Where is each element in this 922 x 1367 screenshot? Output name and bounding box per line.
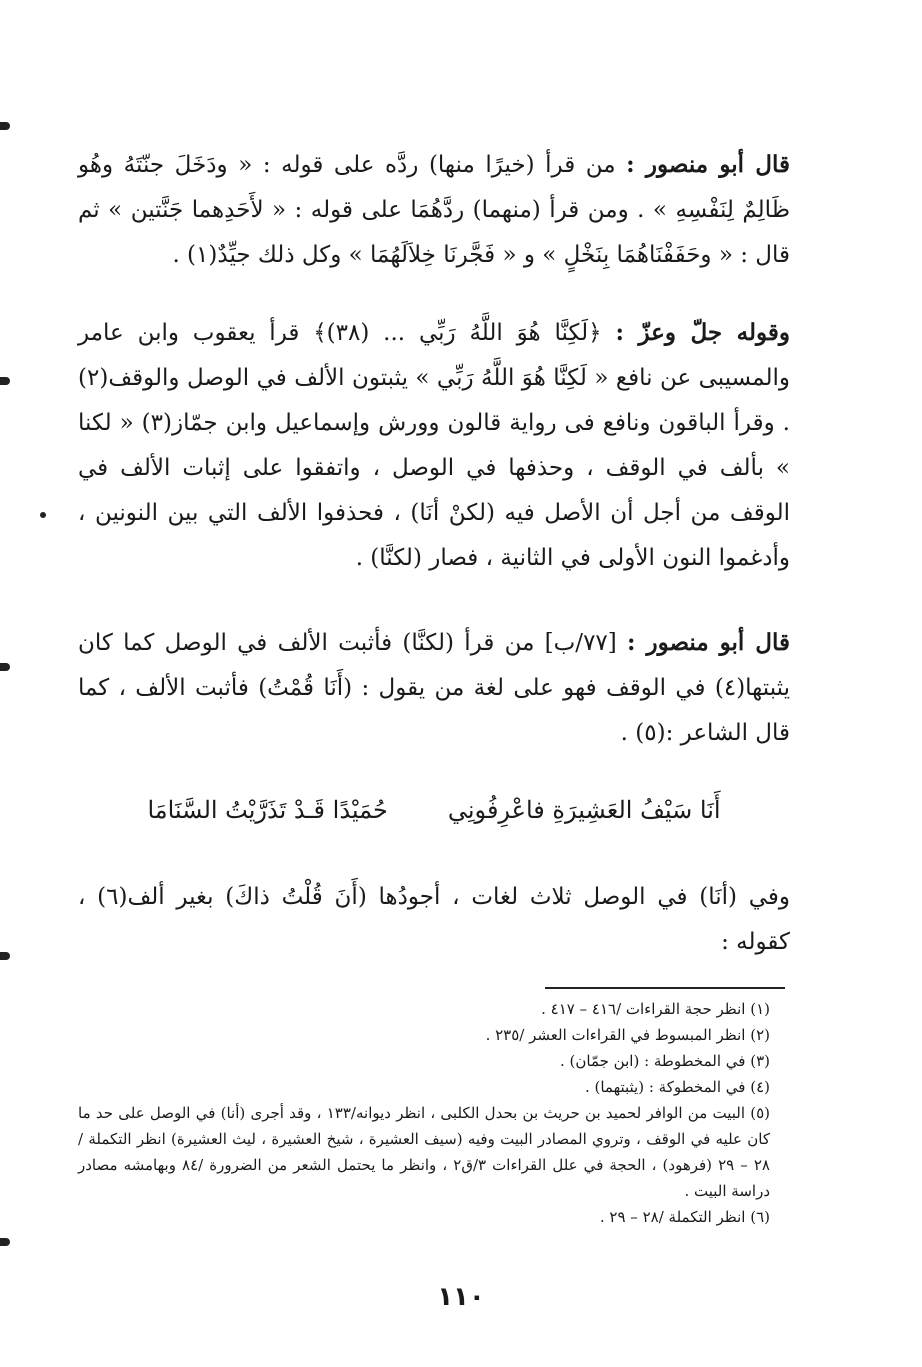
paragraph-1-body: من قرأ (خيرًا منها) ردَّه على قوله : « ودَخَلَ جنّتَهُ وهُو ظَالِمٌ لِنَفْسِهِ » . ومن قرأ (منهما) ردَّهُمَا على قوله : « لأَحَدِهما جَنَّتين » ثم قال : « وحَفَفْنَاهُمَا بِنَخْلٍ » و « فَجَّرنَا خِلاَلَهُمَا » وكل ذلك جيِّدٌ(١) . (78, 152, 790, 268)
paragraph-4-text: وفي (أنَا) في الوصل ثلاث لغات ، أجودُها (أَنَ قُلْتُ ذاكَ) بغير ألف(٦) ، كقوله : (78, 884, 790, 955)
footnote-4: (٤) في المخطوكة : (يثبتهما) . (584, 1078, 770, 1096)
scan-speck (40, 512, 46, 518)
paragraph-3 (78, 620, 790, 756)
verse-hemistich-1: أَنَا سَيْفُ العَشِيرَةِ فاعْرِفُونِي (447, 796, 721, 824)
scan-edge-mark (0, 377, 10, 385)
footnote-6: (٦) انظر التكملة /٢٨ – ٢٩ . (599, 1208, 770, 1226)
paragraph-3-speaker: قال أبو منصور : (627, 629, 790, 656)
paragraph-3-text (78, 620, 790, 756)
footnote-divider (545, 987, 785, 989)
footnotes (78, 996, 790, 1230)
scan-edge-mark (0, 122, 10, 130)
poetry-verse (78, 790, 790, 830)
paragraph-2-body: ﴿لَكِنَّا هُوَ اللَّهُ رَبِّي ... (٣٨)﴾ قرأ يعقوب وابن عامر والمسيبى عن نافع « لَكِنَّا هُوَ اللَّهُ رَبِّي » يثبتون الألف في الوصل والوقف(٢) . وقرأ الباقون ونافع فى رواية قالون وورش وإسماعيل وابن جمّاز(٣) « لكنا » بألف في الوقف ، وحذفها في الوصل ، واتفقوا على إثبات الألف في الوقف من أجل أن الأصل فيه (لكنْ أنَا) ، فحذفوا الألف التي بين النونين ، وأدغموا النون الأولى في الثانية ، فصار (لكنَّا) . (78, 320, 790, 571)
paragraph-1 (78, 142, 790, 278)
paragraph-4 (78, 875, 790, 965)
scan-edge-mark (0, 663, 10, 671)
paragraph-3-body: [٧٧/ب] من قرأ (لكنَّا) فأثبت الألف في الوصل كما كان يثبتها(٤) في الوقف فهو على لغة من يقول : (أَنَا قُمْتُ) فأثبت الألف ، كما قال الشاعر :(٥) . (78, 630, 790, 746)
paragraph-1-speaker: قال أبو منصور : (626, 151, 790, 178)
scan-edge-mark (0, 952, 10, 960)
verse-hemistich-2: حُمَيْدًا قَـدْ تَذَرَّيْتُ السَّنَامَا (147, 796, 388, 824)
paragraph-1-text (78, 142, 790, 278)
footnote-2: (٢) انظر المبسوط في القراءات العشر /٢٣٥ . (485, 1026, 770, 1044)
scan-edge-mark (0, 1238, 10, 1246)
paragraph-2-text (78, 310, 790, 581)
paragraph-2 (78, 310, 790, 581)
footnote-5: (٥) البيت من الوافر لحميد بن حريث بن بحدل الكلبى ، انظر ديوانه/١٣٣ ، وقد أجرى (أنا) في الوصل على حد ما كان عليه في الوقف ، وتروي المصادر البيت وفيه (سيف العشيرة ، شيخ العشيرة ، ليث العشيرة) انظر التكملة /٢٨ – ٢٩ (فرهود) ، الحجة في علل القراءات ٣/ق٢ ، وانظر ما يحتمل الشعر من الضرورة /٨٤ وبهامشه مصادر دراسة البيت . (78, 1104, 770, 1200)
page-number: ١١٠ (437, 1282, 485, 1312)
footnote-3: (٣) في المخطوطة : (ابن جمّان) . (560, 1052, 770, 1070)
footnote-1: (١) انظر حجة القراءات /٤١٦ – ٤١٧ . (541, 1000, 770, 1018)
paragraph-2-speaker: وقوله جلّ وعزّ : (615, 319, 790, 346)
